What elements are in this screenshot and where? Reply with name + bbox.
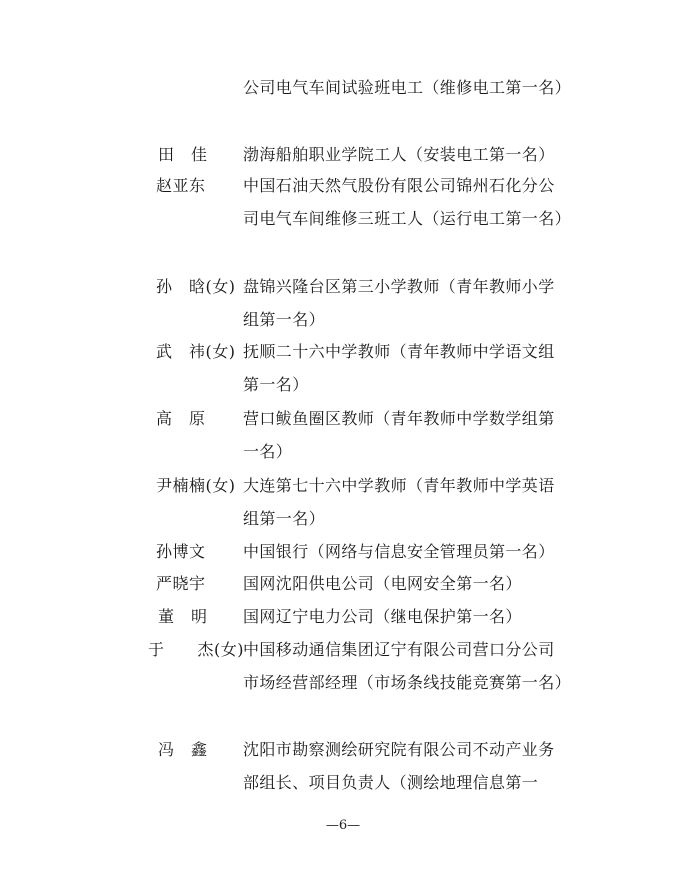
entry-name: 赵亚东: [156, 176, 206, 195]
entry-name: 孙 晗(女): [156, 277, 236, 296]
entry-description: 中国移动通信集团辽宁有限公司营口分公司市场经营部经理（市场条线技能竞赛第一名）: [243, 640, 572, 692]
entry-name: 于 杰(女): [148, 640, 244, 659]
entry-description: 中国石油天然气股份有限公司锦州石化分公司电气车间维修三班工人（运行电工第一名）: [243, 176, 572, 228]
entry-description: 中国银行（网络与信息安全管理员第一名）: [243, 542, 555, 561]
entry-name: 高 原: [156, 409, 206, 428]
entry-description: 营口鲅鱼圈区教师（青年教师中学数学组第一名）: [243, 409, 555, 461]
entry-name: 董 明: [158, 607, 208, 626]
entry-name: 尹楠楠(女): [156, 476, 236, 495]
entry-name: 孙博文: [156, 542, 206, 561]
entry-description: 盘锦兴隆台区第三小学教师（青年教师小学组第一名）: [243, 277, 555, 329]
entry-description: 国网辽宁电力公司（继电保护第一名）: [243, 607, 522, 626]
entry-description: 国网沈阳供电公司（电网安全第一名）: [243, 574, 522, 593]
entry-description: 沈阳市勘察测绘研究院有限公司不动产业务部组长、项目负责人（测绘地理信息第一: [243, 740, 555, 792]
entry-description: 大连第七十六中学教师（青年教师中学英语组第一名）: [243, 476, 555, 528]
entry-name: 武 祎(女): [156, 342, 236, 361]
entry-name: 冯 鑫: [158, 740, 208, 759]
entry-name: 严晓宇: [156, 574, 206, 593]
entry-name: 田 佳: [158, 145, 208, 164]
page-number: —6—: [325, 818, 361, 833]
entry-description: 渤海船舶职业学院工人（安装电工第一名）: [243, 145, 555, 164]
entry-description: 公司电气车间试验班电工（维修电工第一名）: [243, 78, 572, 97]
entry-description: 抚顺二十六中学教师（青年教师中学语文组第一名）: [243, 342, 555, 394]
